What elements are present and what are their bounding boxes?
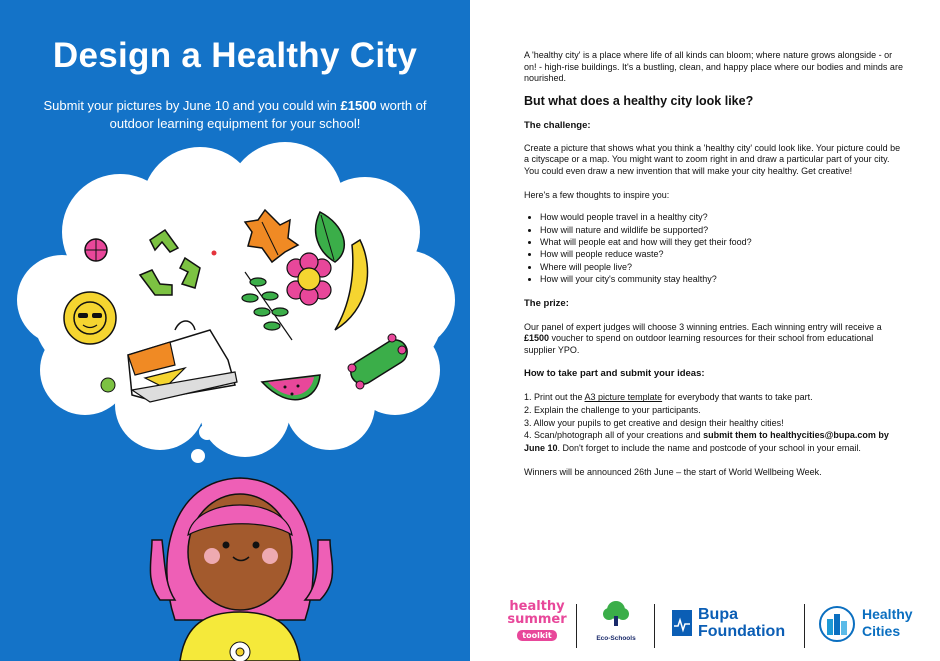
step-4-text-end: . Don't forget to include the name and postcode of your school in your email. [557,442,861,453]
step-2: 2. Explain the challenge to your participants. [524,404,701,415]
city-icon [818,604,856,644]
red-dot [212,251,217,256]
partner-logos [496,596,940,656]
step-1-text-end: for everybody that wants to take part. [662,392,813,403]
prize-text-start: Our panel of expert judges will choose 3 winning entries. Each winning entry will receive a [524,321,882,332]
steps-list [524,391,904,454]
bupa-line-1: Bupa [698,606,738,623]
list-item: • How will people reduce waste? [540,248,904,260]
hst-line-3: toolkit [517,630,556,641]
list-item: • How would people travel in a healthy city? [540,211,904,223]
bupa-foundation-logo [668,606,798,646]
sun-icon [64,292,116,344]
inspire-list [524,211,904,285]
healthy-cities-logo [818,604,933,648]
healthy-summer-toolkit-logo [502,600,572,652]
step-1-text-start: 1. Print out the [524,392,585,403]
hst-line-2: summer [507,612,567,627]
hc-line-1: Healthy [862,606,913,622]
prize-text [524,322,904,357]
subtitle-prize: £1500 [340,98,377,113]
submit-email: submit them to healthycities@bupa.com by June 10 [524,430,889,453]
main-heading: But what does a healthy city look like? [524,93,754,108]
list-item: • How will your city's community stay healthy? [540,273,904,285]
inspire-intro: Here's a few thoughts to inspire you: [524,189,670,200]
howto-heading: How to take part and submit your ideas: [524,368,705,380]
intro-paragraph: A 'healthy city' is a place where life of all kinds can bloom; where nature grows alongside - or on! - high-rise buildings. It's a bustling, clean, and happy place where our bodies and minds are nourished. [524,50,903,84]
challenge-heading: The challenge: [524,119,591,131]
list-item: • How will nature and wildlife be supported? [540,224,904,236]
prize-heading: The prize: [524,297,569,309]
step-4-text-start: 4. Scan/photograph all of your creations and [524,430,704,441]
divider [654,604,655,648]
bupa-mark-icon [672,610,692,636]
divider [804,604,805,648]
subtitle-text-start: Submit your pictures by June 10 and you could win [43,98,341,113]
green-dot [101,378,115,392]
template-link[interactable]: A3 picture template [584,392,663,403]
eco-schools-label: Eco-Schools [596,635,636,642]
tree-icon [601,600,631,628]
content-panel [524,50,904,479]
eco-schools-logo [591,600,641,652]
hst-line-1: healthy [509,599,565,614]
poster-title: Design a Healthy City [52,36,418,75]
list-item: • What will people eat and how will they get their food? [540,236,904,248]
step-4 [524,429,904,454]
winners-text: Winners will be announced 26th June – the start of World Wellbeing Week. [524,467,822,478]
subtitle-text-end: worth of outdoor learning equipment for your school! [109,98,427,131]
prize-amount: £1500 [524,333,550,344]
girl-character [150,478,332,661]
prize-text-end: voucher to spend on outdoor learning resources for their school from educational supplier YPO. [524,333,874,355]
hc-line-2: Cities [862,623,901,639]
step-1 [524,391,904,404]
divider [576,604,577,648]
step-3: 3. Allow your pupils to get creative and design their healthy cities! [524,417,784,428]
bupa-line-2: Foundation [698,623,786,640]
list-item: • Where will people live? [540,261,904,273]
basketball-icon [85,239,107,261]
challenge-text: Create a picture that shows what you think a 'healthy city' could look like. Your picture could be a cityscape or a map. You might want to zoom right in and draw a particular part of your city. You could even draw a new invention that will make your city healthy. Get creative! [524,142,901,176]
